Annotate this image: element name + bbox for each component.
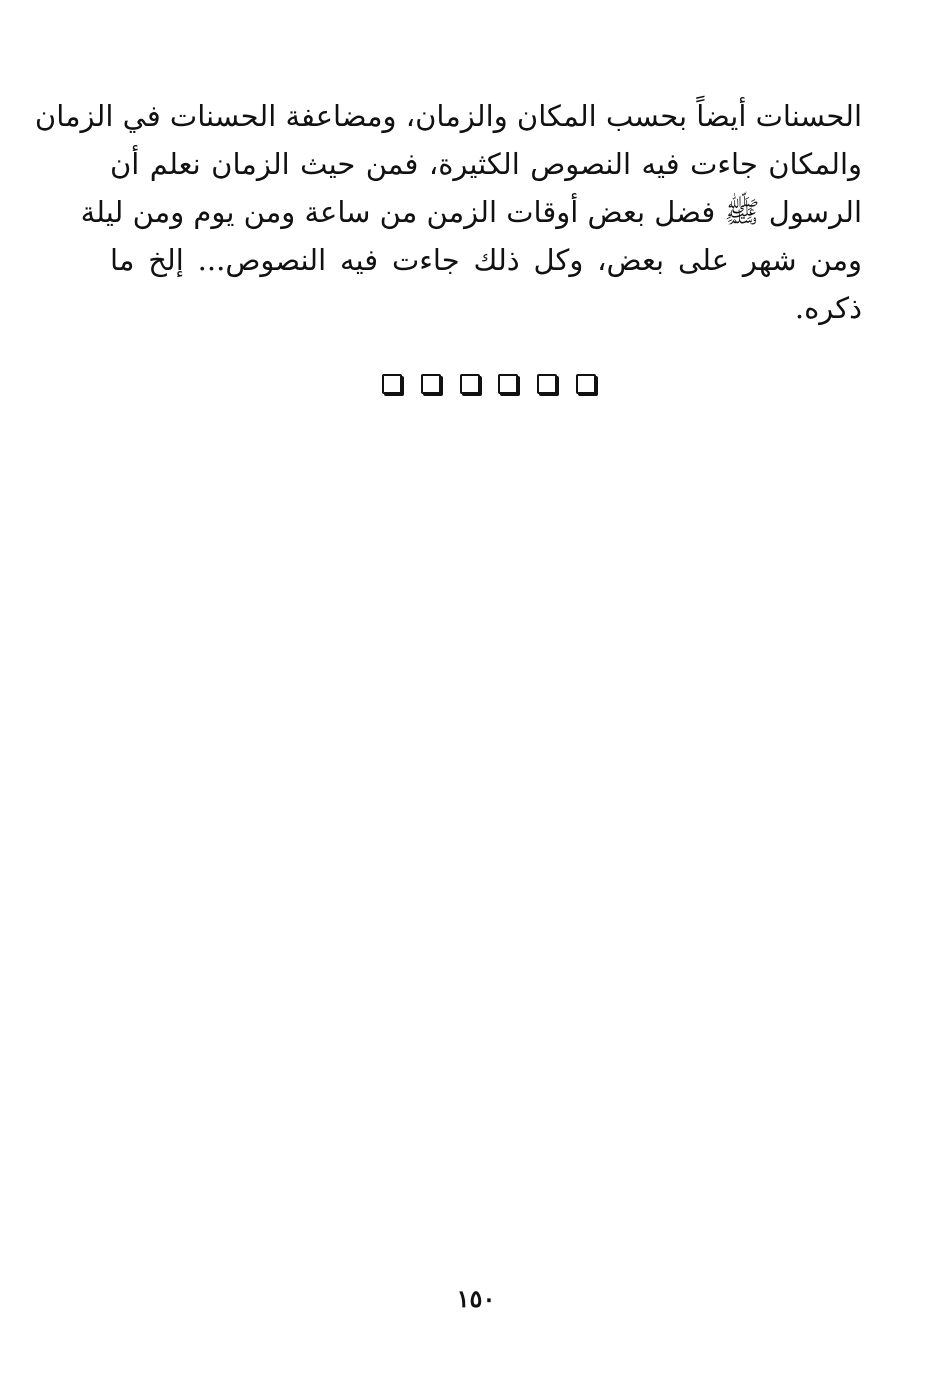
- section-separator: [382, 372, 596, 396]
- body-paragraph: [34, 92, 862, 332]
- page-number: ١٥٠: [456, 1284, 496, 1313]
- square-bullet-icon: [537, 374, 557, 394]
- text-line: الرسول ﷺ فضل بعض أوقات الزمن من ساعة ومن يوم ومن ليلة: [80, 195, 862, 229]
- square-bullet-icon: [576, 374, 596, 394]
- square-bullet-icon: [382, 374, 402, 394]
- text-line: والمكان جاءت فيه النصوص الكثيرة، فمن حيث الزمان نعلم أن: [110, 147, 862, 181]
- text-line: ومن شهر على بعض، وكل ذلك جاءت فيه النصوص... إلخ ما: [110, 243, 862, 277]
- text-line: ذكره.: [794, 291, 862, 325]
- square-bullet-icon: [421, 374, 441, 394]
- square-bullet-icon: [498, 374, 518, 394]
- text-line: الحسنات أيضاً بحسب المكان والزمان، ومضاعفة الحسنات في الزمان: [34, 99, 862, 133]
- square-bullet-icon: [460, 374, 480, 394]
